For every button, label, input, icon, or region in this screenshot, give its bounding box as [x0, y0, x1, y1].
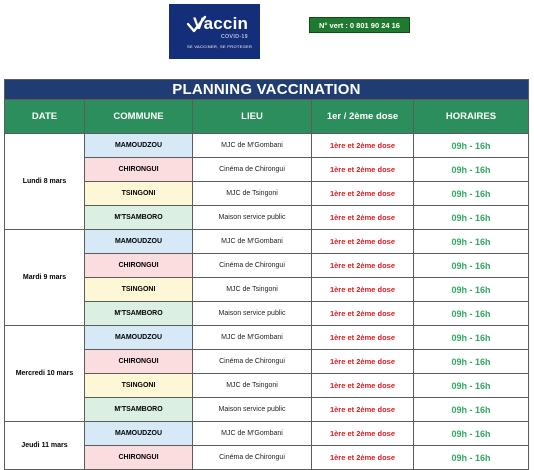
dose-cell: 1ère et 2ème dose	[312, 230, 414, 254]
horaires-cell: 09h - 16h	[414, 374, 529, 398]
lieu-cell: Maison service public	[193, 398, 312, 422]
table-row	[5, 230, 529, 254]
commune-cell: TSINGONI	[85, 182, 193, 206]
commune-cell: CHIRONGUI	[85, 158, 193, 182]
table-title: PLANNING VACCINATION	[5, 80, 529, 100]
lieu-cell: MJC de M'Gombani	[193, 230, 312, 254]
dose-cell: 1ère et 2ème dose	[312, 158, 414, 182]
dose-cell: 1ère et 2ème dose	[312, 134, 414, 158]
horaires-cell: 09h - 16h	[414, 350, 529, 374]
lieu-cell: MJC de M'Gombani	[193, 134, 312, 158]
dose-cell: 1ère et 2ème dose	[312, 374, 414, 398]
lieu-cell: Cinéma de Chirongui	[193, 254, 312, 278]
header-row	[5, 100, 529, 134]
horaires-cell: 09h - 16h	[414, 278, 529, 302]
lieu-cell: Cinéma de Chirongui	[193, 158, 312, 182]
lieu-cell: Maison service public	[193, 206, 312, 230]
commune-cell: M'TSAMBORO	[85, 302, 193, 326]
horaires-cell: 09h - 16h	[414, 422, 529, 446]
dose-cell: 1ère et 2ème dose	[312, 350, 414, 374]
commune-cell: TSINGONI	[85, 374, 193, 398]
horaires-cell: 09h - 16h	[414, 326, 529, 350]
commune-cell: TSINGONI	[85, 278, 193, 302]
table-row	[5, 422, 529, 446]
date-cell: Mardi 9 mars	[5, 230, 85, 326]
commune-cell: MAMOUDZOU	[85, 230, 193, 254]
horaires-cell: 09h - 16h	[414, 254, 529, 278]
commune-cell: M'TSAMBORO	[85, 398, 193, 422]
lieu-cell: Cinéma de Chirongui	[193, 446, 312, 470]
dose-cell: 1ère et 2ème dose	[312, 446, 414, 470]
lieu-cell: MJC de Tsingoni	[193, 374, 312, 398]
dose-cell: 1ère et 2ème dose	[312, 326, 414, 350]
dose-cell: 1ère et 2ème dose	[312, 278, 414, 302]
lieu-cell: MJC de Tsingoni	[193, 182, 312, 206]
lieu-cell: Cinéma de Chirongui	[193, 350, 312, 374]
lieu-cell: MJC de M'Gombani	[193, 422, 312, 446]
horaires-cell: 09h - 16h	[414, 158, 529, 182]
logo-brand: Vaccin	[193, 14, 249, 33]
horaires-cell: 09h - 16h	[414, 302, 529, 326]
dose-cell: 1ère et 2ème dose	[312, 398, 414, 422]
lieu-cell: MJC de Tsingoni	[193, 278, 312, 302]
commune-cell: M'TSAMBORO	[85, 206, 193, 230]
commune-cell: CHIRONGUI	[85, 254, 193, 278]
table-row	[5, 326, 529, 350]
lieu-cell: MJC de M'Gombani	[193, 326, 312, 350]
commune-cell: CHIRONGUI	[85, 446, 193, 470]
commune-cell: MAMOUDZOU	[85, 134, 193, 158]
horaires-cell: 09h - 16h	[414, 446, 529, 470]
commune-cell: MAMOUDZOU	[85, 326, 193, 350]
dose-cell: 1ère et 2ème dose	[312, 254, 414, 278]
dose-cell: 1ère et 2ème dose	[312, 206, 414, 230]
horaires-cell: 09h - 16h	[414, 206, 529, 230]
horaires-cell: 09h - 16h	[414, 398, 529, 422]
lieu-cell: Maison service public	[193, 302, 312, 326]
header-date: DATE	[5, 100, 85, 134]
logo-subtitle: COVID-19	[221, 34, 249, 40]
commune-cell: MAMOUDZOU	[85, 422, 193, 446]
vaccin-covid-logo	[169, 4, 260, 59]
horaires-cell: 09h - 16h	[414, 134, 529, 158]
logo-tagline: SE VACCINER, SE PROTEGER	[187, 44, 253, 49]
header-horaires: HORAIRES	[414, 100, 529, 134]
vaccination-schedule-table	[4, 79, 529, 470]
date-cell: Jeudi 11 mars	[5, 422, 85, 470]
horaires-cell: 09h - 16h	[414, 230, 529, 254]
commune-cell: CHIRONGUI	[85, 350, 193, 374]
header-dose: 1er / 2ème dose	[312, 100, 414, 134]
date-cell: Lundi 8 mars	[5, 134, 85, 230]
header-lieu: LIEU	[193, 100, 312, 134]
header-commune: COMMUNE	[85, 100, 193, 134]
table-row	[5, 134, 529, 158]
dose-cell: 1ère et 2ème dose	[312, 182, 414, 206]
dose-cell: 1ère et 2ème dose	[312, 422, 414, 446]
hotline-badge: N° vert : 0 801 90 24 16	[309, 17, 410, 33]
horaires-cell: 09h - 16h	[414, 182, 529, 206]
dose-cell: 1ère et 2ème dose	[312, 302, 414, 326]
date-cell: Mercredi 10 mars	[5, 326, 85, 422]
